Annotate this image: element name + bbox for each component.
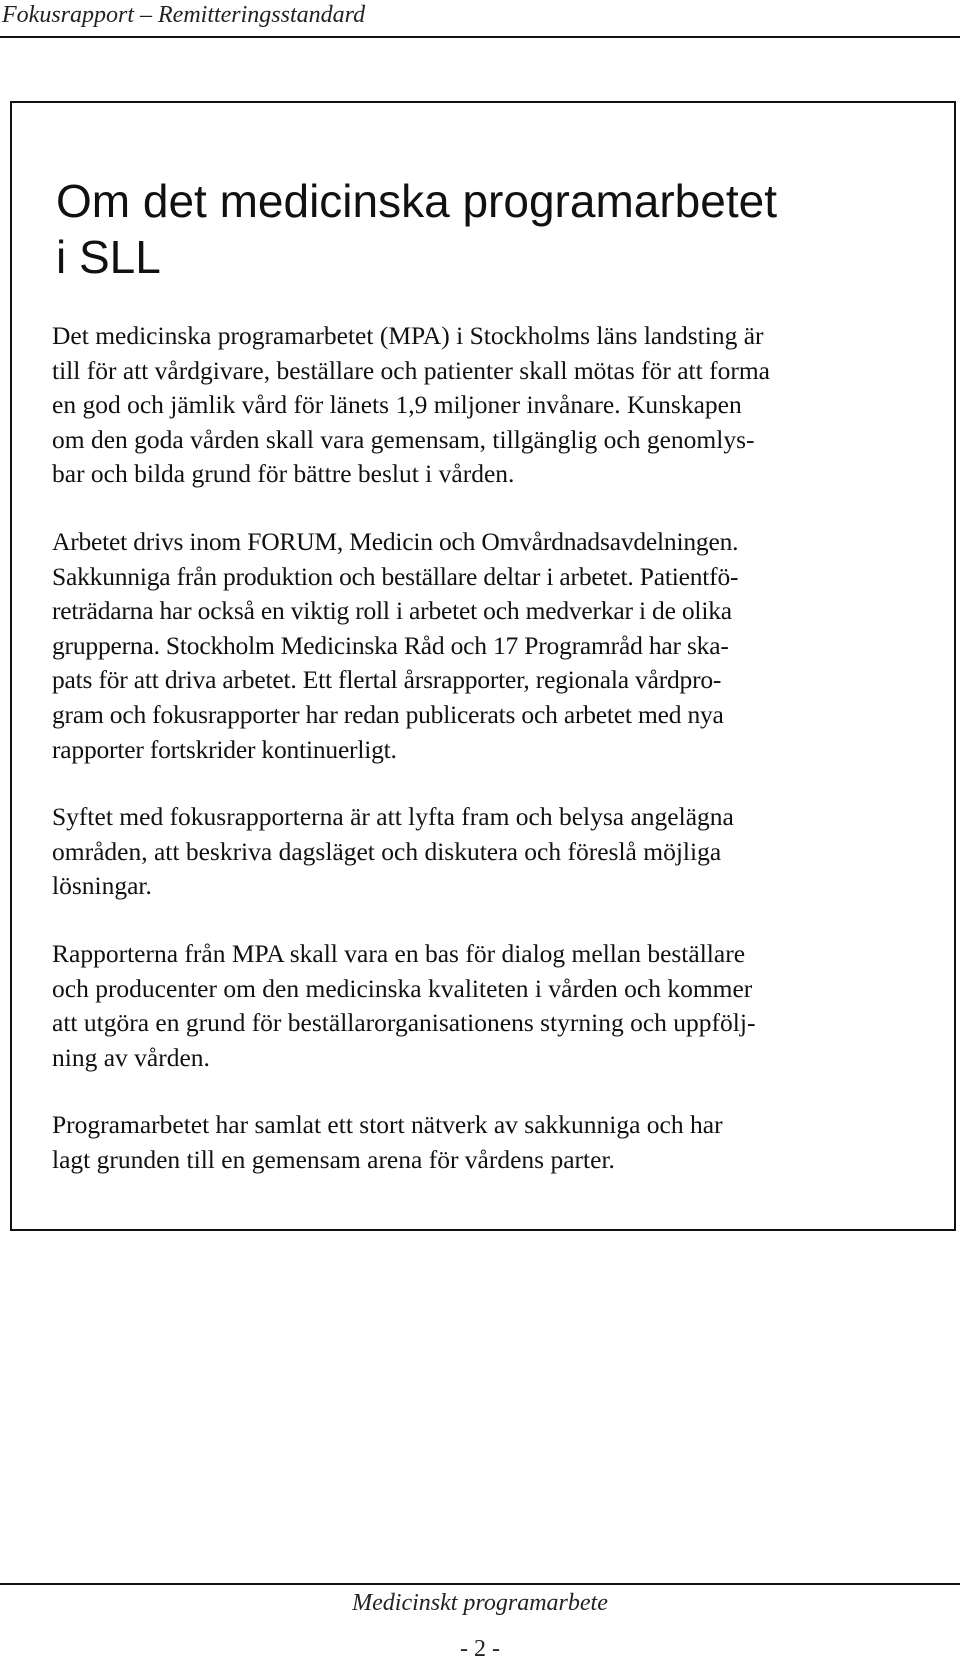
text-line: områden, att beskriva dagsläget och diskutera och föreslå möjliga	[52, 836, 722, 866]
text-line: Syftet med fokusrapporterna är att lyfta fram och belysa angelägna	[52, 802, 734, 832]
text-line: pats för att driva arbetet. Ett flertal årsrapporter, regionala vårdpro-	[52, 665, 722, 695]
text-line: lagt grunden till en gemensam arena för vårdens parter.	[52, 1144, 615, 1174]
running-header-title: Fokusrapport – Remitteringsstandard	[2, 2, 366, 28]
paragraph-mpa-intro	[52, 319, 922, 492]
paragraph-rapporterna	[52, 937, 922, 1075]
text-line: ning av vården.	[52, 1042, 210, 1072]
text-line: rapporter fortskrider kontinuerligt.	[52, 734, 397, 764]
text-line: reträdarna har också en viktig roll i arbetet och medverkar i de olika	[52, 596, 732, 626]
paragraph-programarbetet	[52, 1108, 922, 1177]
page-title-line: Om det medicinska programarbetet	[56, 175, 777, 227]
text-line: Programarbetet har samlat ett stort nätverk av sakkunniga och har	[52, 1110, 723, 1140]
text-line: Det medicinska programarbetet (MPA) i Stockholms läns landsting är	[52, 321, 764, 350]
body-text	[52, 319, 922, 1210]
running-footer-rule	[0, 1583, 960, 1585]
running-header	[0, 0, 960, 38]
text-line: en god och jämlik vård för länets 1,9 miljoner invånare. Kunskapen	[52, 390, 742, 420]
text-line: till för att vårdgivare, beställare och patienter skall mötas för att forma	[52, 355, 770, 385]
text-line: bar och bilda grund för bättre beslut i vården.	[52, 459, 515, 489]
text-line: att utgöra en grund för beställarorganisationens styrning och uppfölj-	[52, 1008, 756, 1038]
content-box	[10, 101, 956, 1231]
page-number: - 2 -	[460, 1636, 500, 1662]
text-line: Rapporterna från MPA skall vara en bas för dialog mellan beställare	[52, 938, 746, 968]
text-line: och producenter om den medicinska kvaliteten i vården och kommer	[52, 973, 753, 1003]
text-line: Sakkunniga från produktion och beställare deltar i arbetet. Patientfö-	[52, 561, 739, 591]
page-title	[56, 173, 916, 285]
page-title-line: i SLL	[56, 231, 161, 283]
text-line: grupperna. Stockholm Medicinska Råd och 17 Programråd har ska-	[52, 630, 729, 660]
text-line: gram och fokusrapporter har redan publicerats och arbetet med nya	[52, 699, 724, 729]
paragraph-syftet	[52, 800, 922, 904]
text-line: om den goda vården skall vara gemensam, tillgänglig och genomlys-	[52, 424, 755, 454]
running-footer-title: Medicinskt programarbete	[352, 1590, 608, 1616]
text-line: lösningar.	[52, 871, 152, 901]
paragraph-forum	[52, 525, 922, 767]
text-line: Arbetet drivs inom FORUM, Medicin och Omvårdnadsavdelningen.	[52, 526, 739, 556]
